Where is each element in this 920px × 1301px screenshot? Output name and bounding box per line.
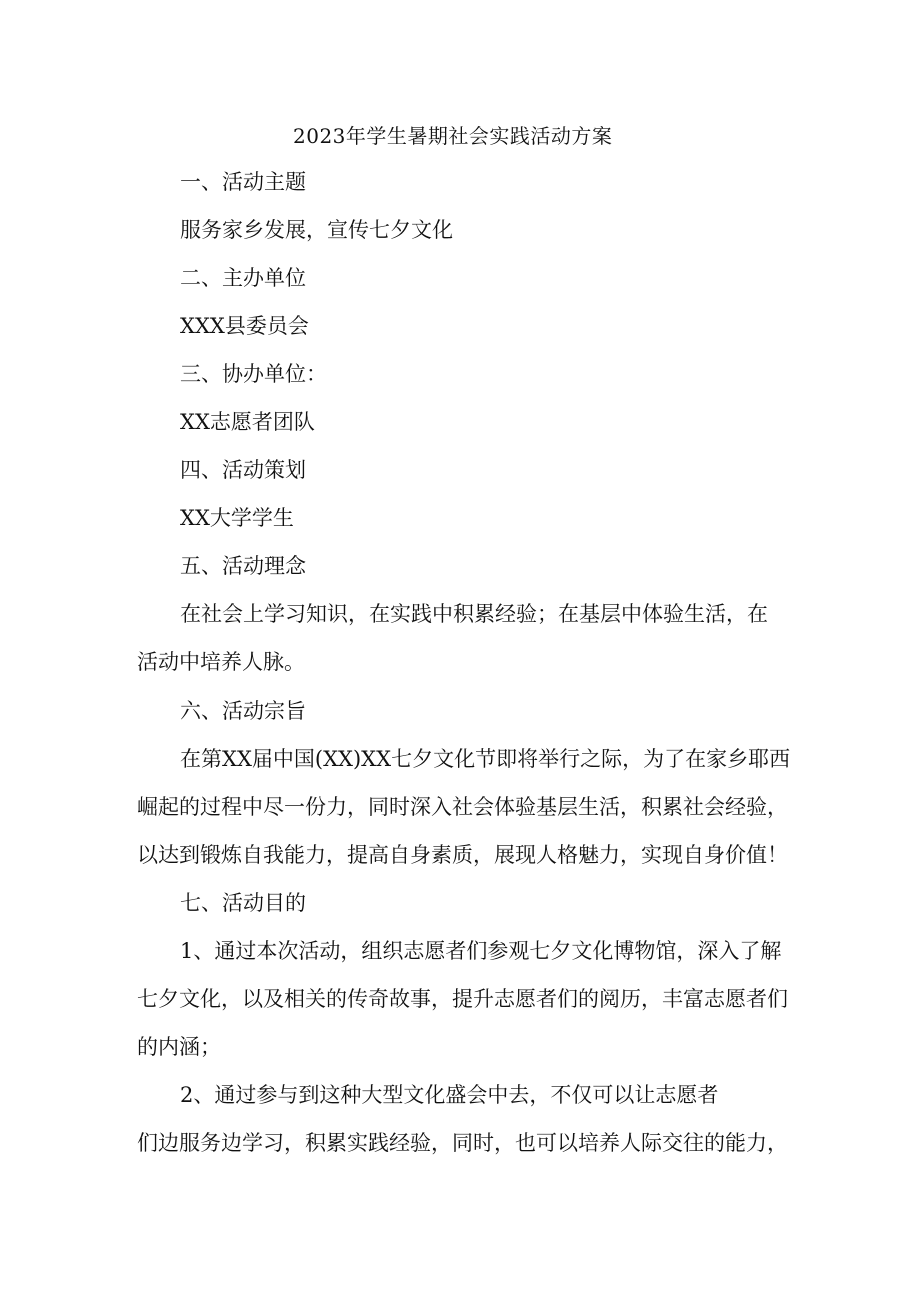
objective-1-line-2: 七夕文化，以及相关的传奇故事，提升志愿者们的阅历，丰富志愿者们 — [137, 987, 788, 1011]
paragraph-co-organizer: XX志愿者团队 — [180, 410, 315, 434]
section-heading-objectives: 七、活动目的 — [180, 891, 306, 915]
paragraph-theme: 服务家乡发展，宣传七夕文化 — [180, 218, 453, 242]
section-heading-purpose: 六、活动宗旨 — [180, 699, 306, 723]
document-title: 2023年学生暑期社会实践活动方案 — [293, 124, 613, 148]
paragraph-concept-line-2: 活动中培养人脉。 — [137, 650, 305, 674]
objective-2-line-1: 2、通过参与到这种大型文化盛会中去，不仅可以让志愿者 — [180, 1083, 719, 1107]
section-heading-planning: 四、活动策划 — [180, 458, 306, 482]
section-heading-concept: 五、活动理念 — [180, 554, 306, 578]
section-heading-theme: 一、活动主题 — [180, 170, 306, 194]
objective-1-line-3: 的内涵； — [137, 1035, 221, 1059]
paragraph-purpose-line-1: 在第XX届中国(XX)XX七夕文化节即将举行之际，为了在家乡耶西 — [180, 747, 791, 771]
objective-2-line-2: 们边服务边学习，积累实践经验，同时，也可以培养人际交往的能力， — [137, 1131, 788, 1155]
paragraph-organizer: XXX县委员会 — [180, 314, 309, 338]
paragraph-purpose-line-3: 以达到锻炼自我能力，提高自身素质，展现人格魅力，实现自身价值！ — [137, 843, 788, 867]
paragraph-purpose-line-2: 崛起的过程中尽一份力，同时深入社会体验基层生活，积累社会经验， — [137, 795, 788, 819]
paragraph-planning: XX大学学生 — [180, 506, 294, 530]
section-heading-organizer: 二、主办单位 — [180, 266, 306, 290]
objective-1-line-1: 1、通过本次活动，组织志愿者们参观七夕文化博物馆，深入了解 — [180, 939, 782, 963]
section-heading-co-organizer: 三、协办单位： — [180, 362, 327, 386]
paragraph-concept-line-1: 在社会上学习知识，在实践中积累经验；在基层中体验生活，在 — [180, 602, 768, 626]
